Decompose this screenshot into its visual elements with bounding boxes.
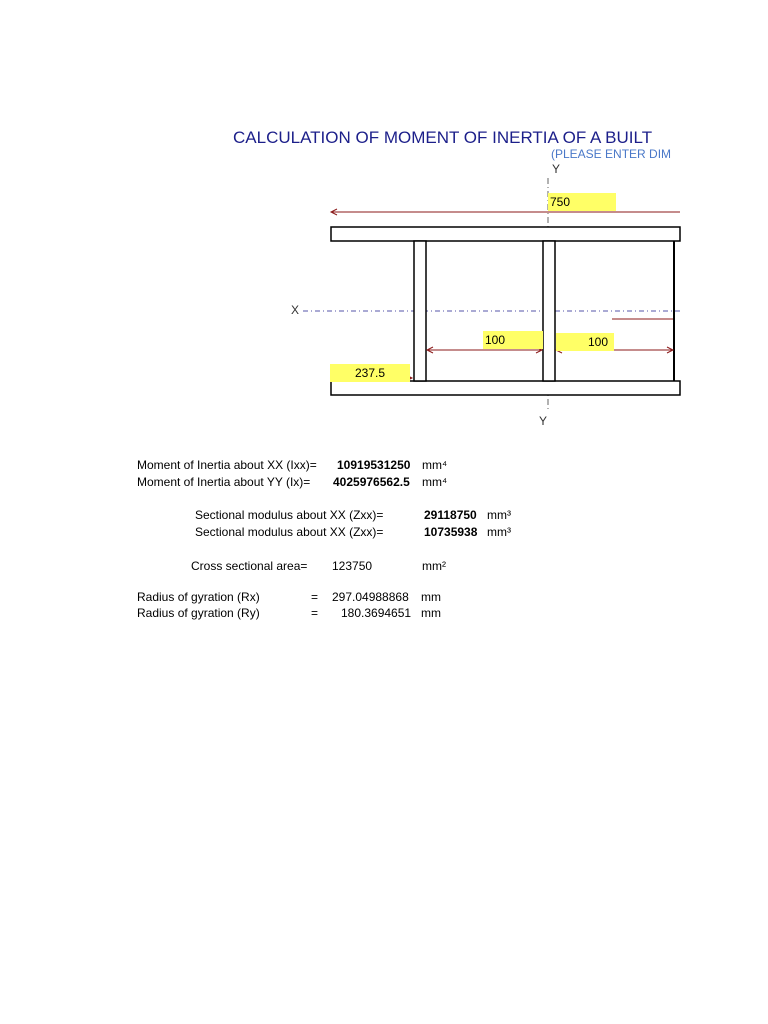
rx-value: 297.04988868 — [332, 590, 409, 604]
area-unit: mm² — [422, 559, 446, 573]
gap-left-value: 100 — [485, 333, 506, 347]
ry-unit: mm — [421, 606, 441, 620]
bottom-flange-plate — [331, 381, 680, 395]
zxx-unit: mm³ — [487, 508, 511, 522]
rx-equals: = — [311, 590, 319, 604]
gap-left-input-cell[interactable] — [483, 331, 543, 349]
zyy-unit: mm³ — [487, 525, 511, 539]
web-left — [414, 241, 426, 381]
y-axis-label-bottom: Y — [539, 414, 548, 428]
edge-value: 237.5 — [355, 366, 386, 380]
rx-unit: mm — [421, 590, 441, 604]
ry-label: Radius of gyration (Ry) — [137, 606, 260, 620]
ixx-value: 10919531250 — [337, 458, 411, 472]
zyy-value: 10735938 — [424, 525, 478, 539]
edge-input-cell[interactable] — [330, 364, 410, 382]
x-axis-label: X — [291, 303, 300, 317]
area-value: 123750 — [332, 559, 373, 573]
width-value: 750 — [550, 195, 571, 209]
gap-right-input-cell[interactable] — [556, 333, 614, 351]
ixx-label: Moment of Inertia about XX (Ixx)= — [137, 458, 317, 472]
rx-label: Radius of gyration (Rx) — [137, 590, 260, 604]
ry-equals: = — [311, 606, 319, 620]
page-title: CALCULATION OF MOMENT OF INERTIA OF A BUILT — [233, 128, 653, 147]
web-center — [543, 241, 555, 381]
page-subtitle: (PLEASE ENTER DIM — [551, 147, 672, 161]
zxx-value: 29118750 — [424, 508, 477, 522]
iyy-unit: mm⁴ — [422, 475, 448, 489]
width-input-cell[interactable] — [548, 193, 616, 211]
ixx-unit: mm⁴ — [422, 458, 448, 472]
zxx-label: Sectional modulus about XX (Zxx)= — [195, 508, 384, 522]
iyy-value: 4025976562.5 — [333, 475, 410, 489]
ry-value: 180.3694651 — [341, 606, 412, 620]
top-flange-plate — [331, 227, 680, 241]
iyy-label: Moment of Inertia about YY (Ix)= — [137, 475, 311, 489]
y-axis-label-top: Y — [552, 162, 561, 176]
zyy-label: Sectional modulus about XX (Zxx)= — [195, 525, 384, 539]
gap-right-value: 100 — [588, 335, 609, 349]
area-label: Cross sectional area= — [191, 559, 308, 573]
